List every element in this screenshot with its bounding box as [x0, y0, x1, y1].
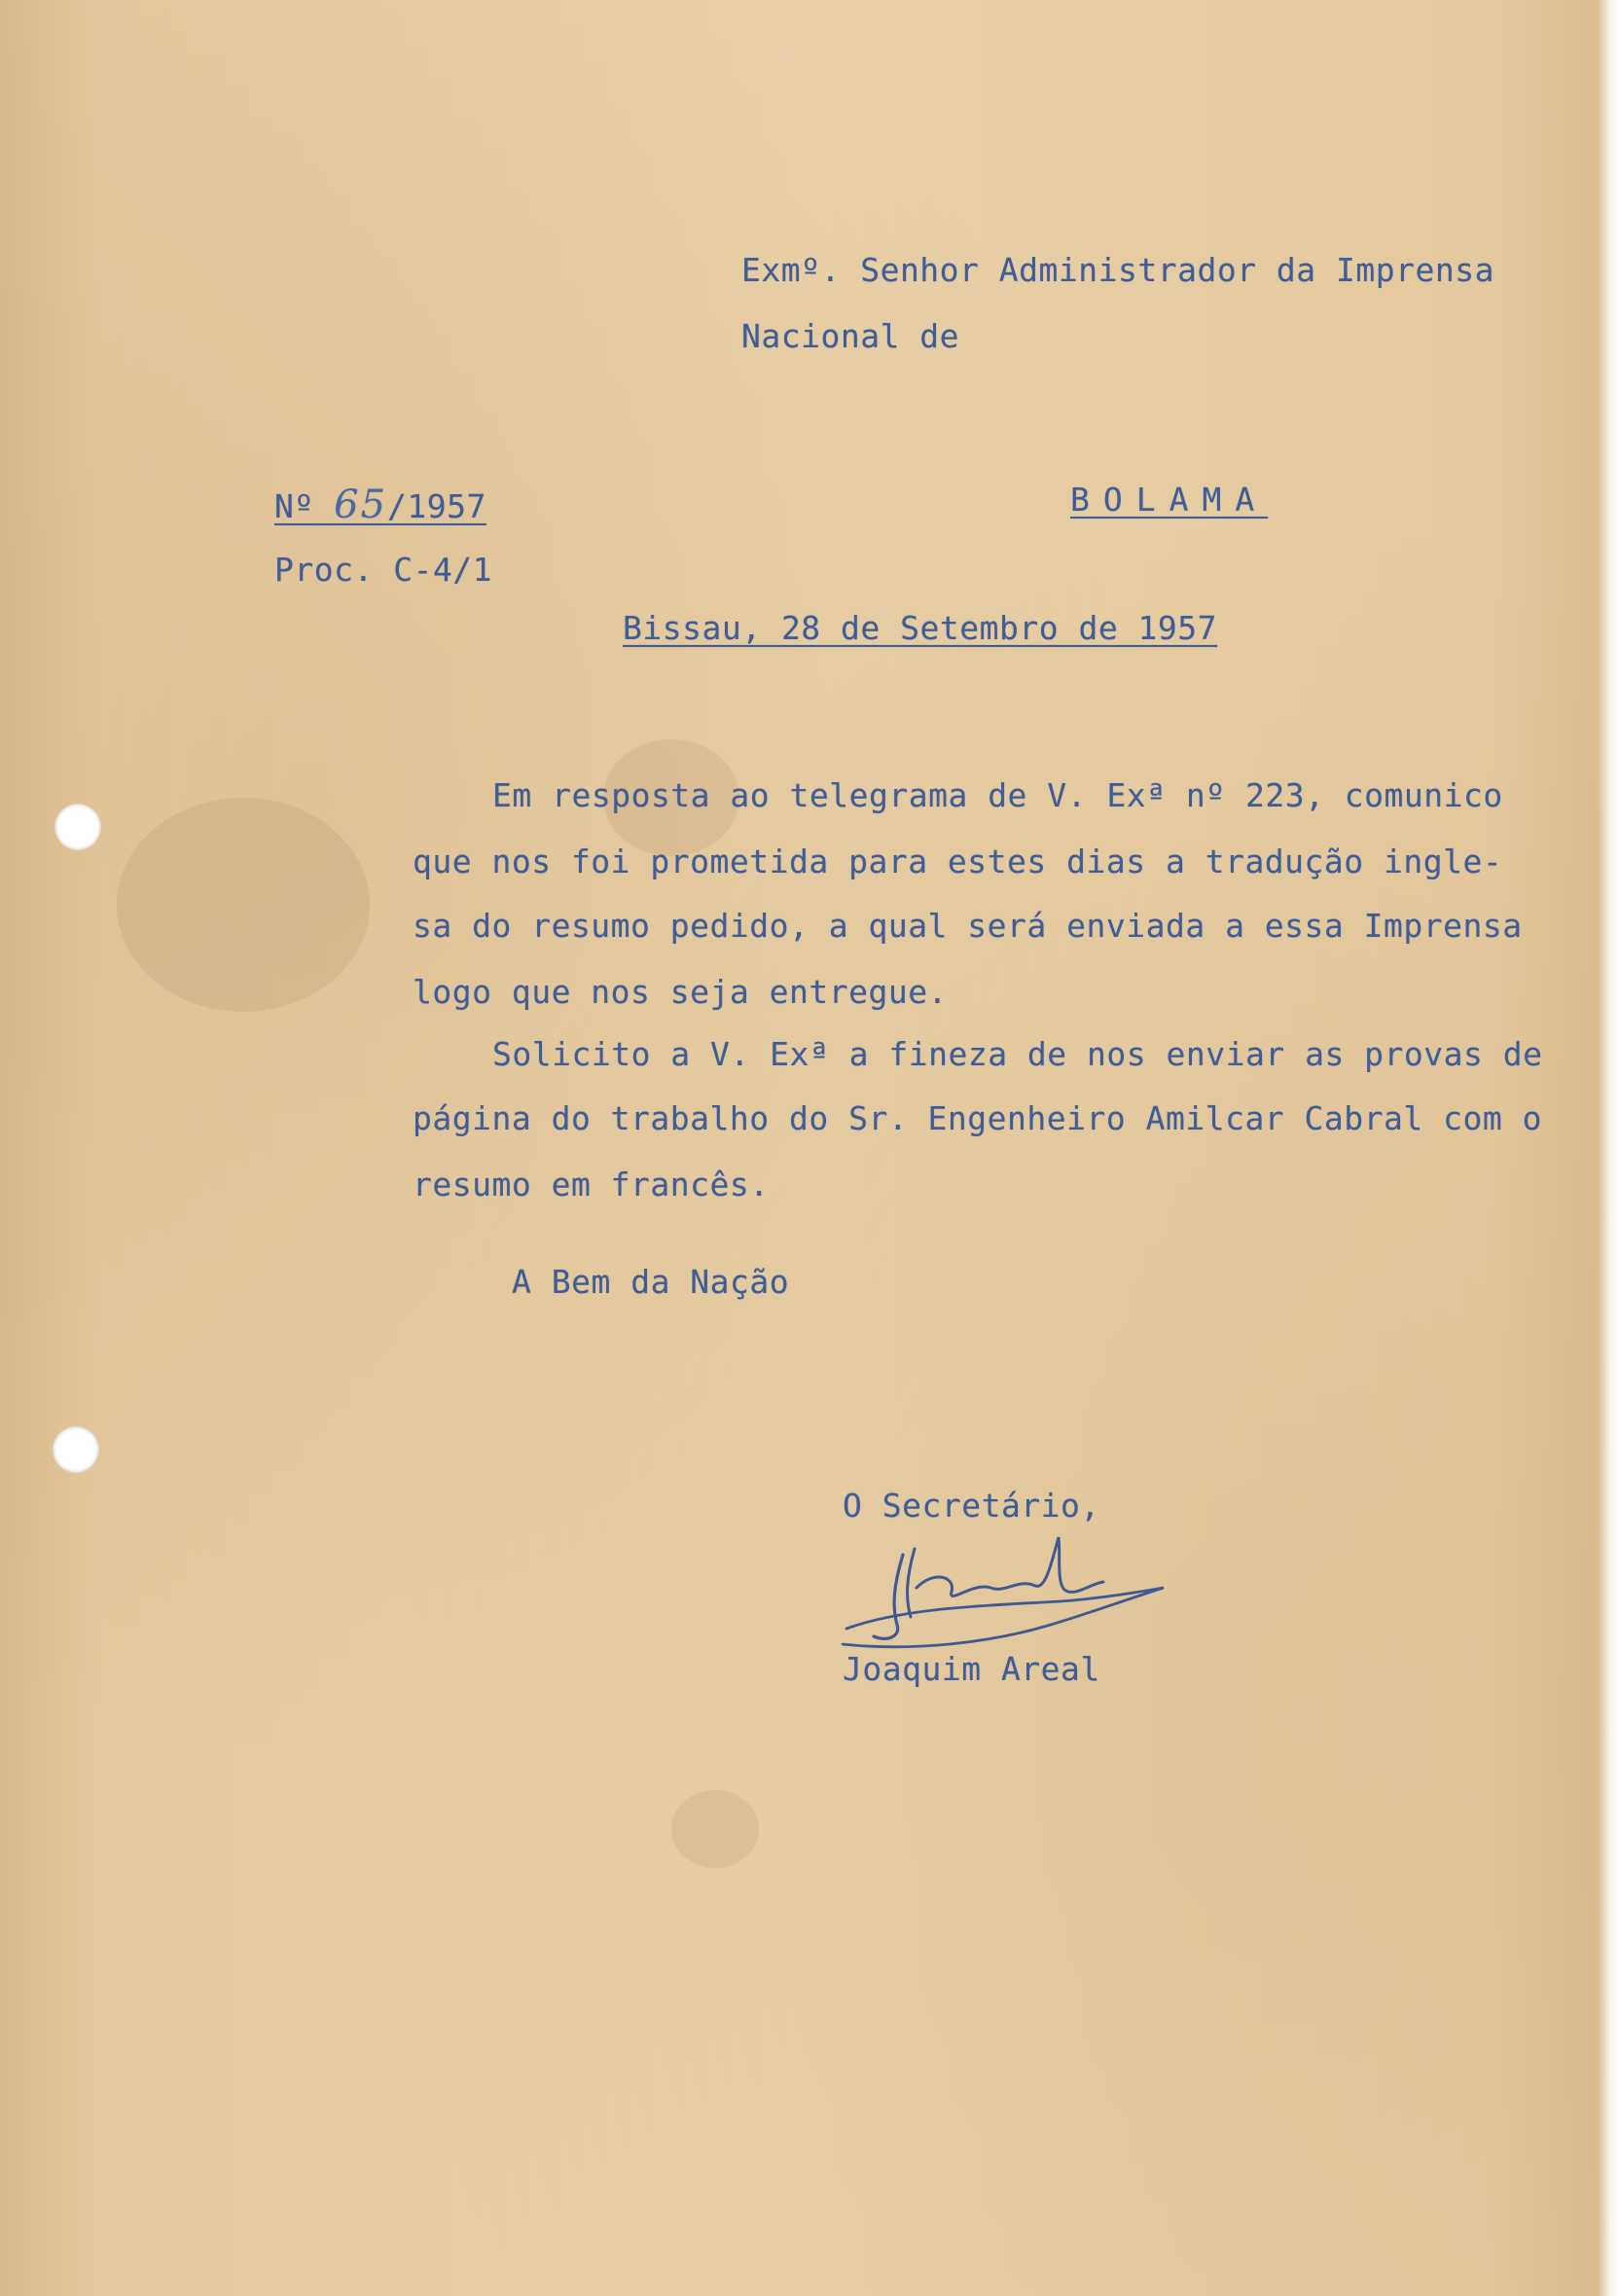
- body-line: que nos foi prometida para estes dias a tradução ingle-: [413, 843, 1503, 880]
- handwritten-signature: [827, 1527, 1177, 1664]
- signatory-title: O Secretário,: [843, 1487, 1100, 1525]
- body-line: Em resposta ao telegrama de V. Exª nº 223, comunico: [492, 776, 1503, 814]
- paper-stain: [117, 798, 370, 1012]
- reference-number-handwritten: 65: [334, 483, 388, 527]
- signatory-name: Joaquim Areal: [843, 1650, 1100, 1688]
- address-line-2: Nacional de: [741, 317, 960, 355]
- punch-hole-top: [54, 804, 101, 850]
- body-line: Solicito a V. Exª a fineza de nos enviar as provas de: [492, 1035, 1543, 1073]
- reference-number-year: /1957: [387, 487, 486, 525]
- body-line: logo que nos seja entregue.: [413, 973, 948, 1011]
- proc-reference: Proc. C-4/1: [274, 551, 493, 589]
- body-line: resumo em francês.: [413, 1166, 770, 1203]
- body-line: página do trabalho do Sr. Engenheiro Amilcar Cabral com o: [413, 1099, 1542, 1137]
- punch-hole-bottom: [53, 1426, 99, 1473]
- reference-number: [274, 483, 486, 527]
- page-edge: [1598, 0, 1619, 2296]
- body-line: sa do resumo pedido, a qual será enviada a essa Imprensa: [413, 907, 1523, 945]
- paper-stain: [671, 1790, 759, 1868]
- closing-salutation: A Bem da Nação: [512, 1263, 790, 1301]
- date-line: Bissau, 28 de Setembro de 1957: [623, 609, 1218, 647]
- reference-number-label: Nº: [274, 487, 314, 525]
- destination: BOLAMA: [1070, 481, 1269, 519]
- address-line-1: Exmº. Senhor Administrador da Imprensa: [741, 251, 1494, 289]
